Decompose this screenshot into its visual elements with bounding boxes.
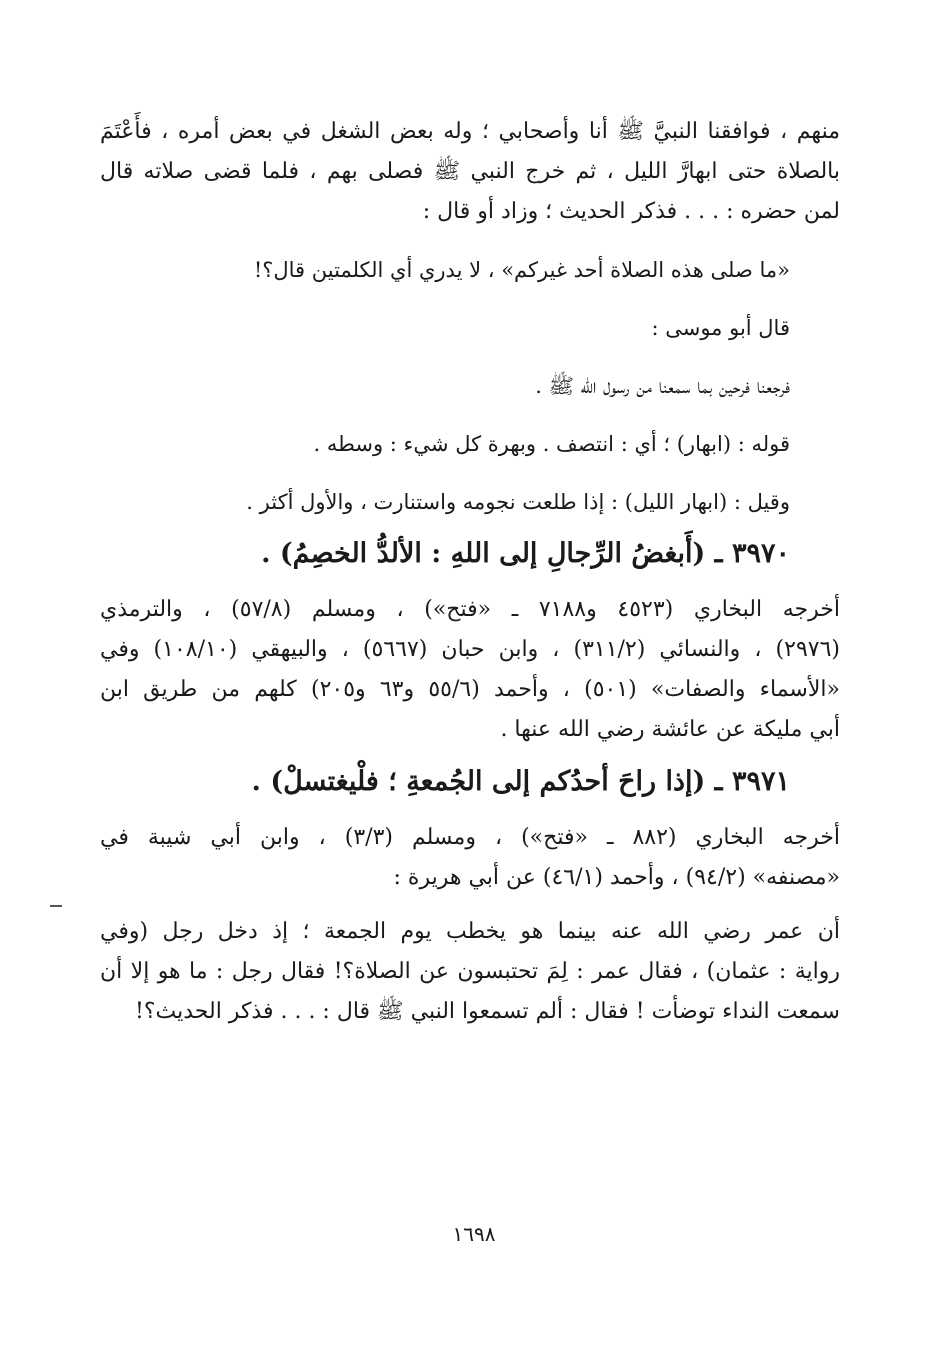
hadith-3970-takhrij	[100, 590, 840, 750]
text-line: لمن حضره : . . . فذكر الحديث ؛ وزاد أو قال :	[422, 199, 840, 224]
page-number: ١٦٩٨	[452, 1222, 496, 1246]
narrator-statement: فرجعنا فرحين بما سمعنا من رسول الله ﷺ .	[535, 374, 790, 398]
text-line: (٢٩٧٦) ، والنسائي (٣١١/٢) ، وابن حبان (٥٦٦٧) ، والبيهقي (١٠٨/١٠) وفي	[100, 637, 840, 662]
opening-paragraph	[100, 112, 840, 232]
text-line: أخرجه البخاري (٤٥٢٣ و٧١٨٨ ـ «فتح») ، ومسلم (٥٧/٨) ، والترمذي	[100, 597, 840, 622]
hadith-heading-3971: ٣٩٧١ ـ (إذا راحَ أحدُكم إلى الجُمعةِ ؛ فلْيغتسلْ) .	[251, 766, 790, 797]
text-line: بالصلاة حتى ابهارَّ الليل ، ثم خرج النبي ﷺ فصلى بهم ، فلما قضى صلاته قال	[100, 159, 840, 184]
text-line: «الأسماء والصفات» (٥٠١) ، وأحمد (٥٥/٦ و٦٣ و٢٠٥) كلهم من طريق ابن	[100, 677, 840, 702]
text-line: أخرجه البخاري (٨٨٢ ـ «فتح») ، ومسلم (٣/٣) ، وابن أبي شيبة في	[100, 825, 840, 850]
hadith-3971-narration	[100, 912, 840, 1032]
hadith-heading-3970: ٣٩٧٠ ـ (أَبغضُ الرِّجالِ إلى اللهِ : الألدُّ الخصِمُ) .	[261, 538, 790, 569]
text-line: سمعت النداء توضأت ! فقال : ألم تسمعوا النبي ﷺ قال : . . . فذكر الحديث؟!	[135, 999, 840, 1024]
text-line: «مصنفه» (٩٤/٢) ، وأحمد (٤٦/١) عن أبي هريرة :	[393, 865, 840, 890]
narrator-line: قال أبو موسى :	[651, 316, 790, 340]
quoted-saying: «ما صلى هذه الصلاة أحد غيركم» ، لا يدري أي الكلمتين قال؟!	[253, 258, 790, 282]
margin-mark	[50, 905, 62, 907]
text-line: رواية : عثمان) ، فقال عمر : لِمَ تحتبسون عن الصلاة؟! فقال رجل : ما هو إلا أن	[100, 959, 841, 984]
text-line: أن عمر رضي الله عنه بينما هو يخطب يوم الجمعة ؛ إذ دخل رجل (وفي	[100, 919, 840, 944]
word-explanation: قوله : (ابهار) ؛ أي : انتصف . وبهرة كل شيء : وسطه .	[313, 432, 790, 456]
page-body	[100, 112, 840, 1042]
text-line: منهم ، فوافقنا النبيَّ ﷺ أنا وأصحابي ؛ وله بعض الشغل في بعض أمره ، فأَعْتَمَ	[100, 119, 840, 144]
alternate-explanation: وقيل : (ابهار الليل) : إذا طلعت نجومه واستنارت ، والأول أكثر .	[246, 490, 790, 514]
text-line: أبي مليكة عن عائشة رضي الله عنها .	[500, 717, 840, 742]
hadith-3971-takhrij	[100, 818, 840, 898]
